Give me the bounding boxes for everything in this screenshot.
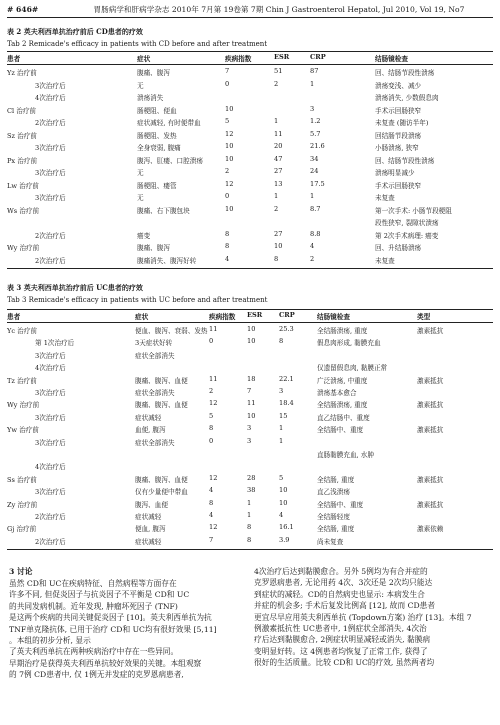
table2-cell: 3次治疗后 <box>35 194 66 202</box>
table2-cell: 无 <box>137 194 144 202</box>
discussion-line: 许多不同, 但促炎因子与抗炎因子不平衡是 CD和 UC <box>9 590 190 600</box>
table3-cell: 3 <box>279 387 284 395</box>
table3-row <box>7 461 493 471</box>
table3-cell: 7 <box>209 535 214 544</box>
table3-bottom-rule <box>7 549 493 550</box>
table2-header-cell: 患者 <box>7 55 21 63</box>
table2-cell: 8.7 <box>310 204 321 213</box>
table3-cell: 28 <box>247 473 256 482</box>
table3-cell: 全结肠, 重度 <box>317 525 355 534</box>
table2-cell: 1 <box>310 79 315 88</box>
table2-cell: 17.5 <box>310 179 325 188</box>
table2-cell: 未复查 <box>375 256 395 265</box>
table2-cell: 溃疡变浅、减少 <box>375 81 422 90</box>
table2-cell: 3 <box>310 104 315 113</box>
table3-cell: 腹痛、腹泻、血便 <box>135 401 188 410</box>
table3-cell: 激素抵抗 <box>417 401 444 410</box>
table3-row <box>7 511 493 521</box>
table3-row <box>7 424 493 434</box>
table3-cell: 症状减轻 <box>135 413 162 422</box>
table3-cell: 广泛溃疡, 中重度 <box>317 376 368 385</box>
table3-header-rule <box>7 322 493 323</box>
table3-cell: 4 <box>209 486 214 495</box>
page-number: # 646# <box>7 4 39 14</box>
table3-cell: 仅有少量便中带血 <box>135 488 188 497</box>
table3-cell: 激素抵抗 <box>417 500 444 509</box>
table3-cell: 便血, 腹泻 <box>135 525 166 534</box>
table2-top-rule <box>7 51 493 52</box>
table3-cell: 1 <box>247 511 252 519</box>
table2-cell: 5.7 <box>310 129 321 138</box>
table2-cell: 腹痛、右下腹包块 <box>137 206 190 215</box>
table2-cell: 1 <box>274 192 279 200</box>
table3-cell: Ss 治疗前 <box>7 475 37 484</box>
table2-row <box>7 67 493 77</box>
table2-cell: 11 <box>274 129 283 138</box>
discussion-line: 4次治疗后达到黏膜愈合。另外 5例均为有合并症的 <box>254 567 428 576</box>
table3-cell: 3.9 <box>279 535 290 544</box>
table2-cell: 回结肠节段溃疡 <box>375 131 422 140</box>
table2-row <box>7 242 493 252</box>
table2-row <box>7 217 493 227</box>
table2-row <box>7 117 493 127</box>
table3-cell: 症状全部消失 <box>135 438 175 447</box>
table3-cell: 3次治疗后 <box>35 351 66 360</box>
table2-cell: 10 <box>274 242 283 250</box>
table3-row <box>7 350 493 360</box>
table3-row <box>7 399 493 409</box>
table3-cell: 激素抵抗 <box>417 475 444 484</box>
table3-cell: 5 <box>209 411 214 420</box>
table2-row <box>7 192 493 202</box>
table2-cell: 第 2次手术病理: 癌变 <box>375 231 439 240</box>
table3-cell: 全结肠, 重度 <box>317 475 355 484</box>
table2-cell: 2 <box>274 79 279 88</box>
table2-cell: 腹痛、腹泻 <box>137 69 170 77</box>
table3-cell: 4 <box>209 511 214 519</box>
table3-cell: 仅遗留假息肉, 黏膜正常 <box>317 364 388 373</box>
table3-cell: 16.1 <box>279 523 294 532</box>
table3-header-cell: 疾病指数 <box>209 313 236 321</box>
table2-cell: 8.8 <box>310 229 321 238</box>
table3-cell: 18.4 <box>279 399 294 408</box>
table2-cell: 24 <box>310 167 319 175</box>
table3-cell: 22.1 <box>279 374 294 383</box>
table3-cell: 8 <box>247 523 252 532</box>
table2-cell: 腹痛消失、腹泻好转 <box>137 256 197 265</box>
table2-cell: 12 <box>225 129 234 138</box>
table3-cell: 症状减轻 <box>135 513 162 521</box>
table3-row <box>7 474 493 484</box>
discussion-line: 克罗恩病患者, 无论用药 4次、3次还是 2次均只能达 <box>254 578 433 588</box>
table3-cell: 18 <box>247 374 256 383</box>
table2-cell: 10 <box>225 154 234 163</box>
table2-cell: 段性狭窄, 裂隙状溃疡 <box>375 219 439 227</box>
table2-row <box>7 167 493 177</box>
table3-cell: Tz 治疗前 <box>7 376 37 385</box>
table3-row <box>7 325 493 335</box>
table3-cell: 腹泻、血便 <box>135 500 168 509</box>
table2-cell: 5 <box>225 117 230 125</box>
table3-header-cell: 症状 <box>135 313 149 321</box>
table2-row <box>7 142 493 152</box>
table2-header-cell: 症状 <box>137 55 151 63</box>
table2-cell: 3次治疗后 <box>35 144 66 152</box>
table2-cell: 2 <box>274 204 279 213</box>
table3-row <box>7 536 493 546</box>
table3-cell: 38 <box>247 486 256 495</box>
table2-cell: 7 <box>225 67 230 75</box>
table3-cell: 10 <box>247 411 256 420</box>
table3-cell: 4 <box>279 511 284 519</box>
table3-cell: 全结肠溃疡, 重度 <box>317 327 368 335</box>
discussion-line: 是这两个疾病的共同关键促炎因子 [10]。英夫利西单抗为抗 <box>9 613 212 623</box>
table2-cell: 溃疡消失, 少数假息肉 <box>375 94 439 102</box>
discussion-line: 例激素抵抗性 UC患者中, 1例症状全部消失, 4次治 <box>254 624 427 634</box>
table3-cell: 症状全部消失 <box>135 351 175 360</box>
table3-cell: 直肠黏膜充血, 水肿 <box>317 451 374 459</box>
table2-cell: 未复查 <box>375 194 395 202</box>
table2-cell: 溃疡消失 <box>137 94 164 102</box>
table2-cell: 1.2 <box>310 117 321 125</box>
table2-cell: 1 <box>310 192 315 200</box>
table3-cell: 4次治疗后 <box>35 364 66 373</box>
table3-cell: 0 <box>209 436 214 445</box>
table2-cell: 51 <box>274 67 283 75</box>
table2-cell: 13 <box>274 179 283 188</box>
table2-row <box>7 80 493 90</box>
table2-cell: 无 <box>137 81 144 90</box>
discussion-line: 虽然 CD和 UC在疾病特征、自然病程等方面存在 <box>9 579 177 588</box>
table3-cell: 尚未复查 <box>317 537 344 546</box>
table2-cell: Wy 治疗前 <box>7 244 40 252</box>
table3-cell: 3次治疗后 <box>35 413 66 422</box>
table3-row <box>7 362 493 372</box>
table3-cell: 1 <box>247 498 252 507</box>
table2-cell: 回、结肠节段性溃疡 <box>375 69 435 77</box>
table2-cell: 溃疡明显减少 <box>375 169 415 177</box>
table2-row <box>7 155 493 165</box>
table2-cell: 10 <box>225 104 234 113</box>
table3-cell: 激素依赖 <box>417 525 444 534</box>
table2-cell: 0 <box>225 192 230 200</box>
table3-cell: Wy 治疗前 <box>7 401 40 410</box>
table2-cell: 2 <box>225 167 230 175</box>
table2-cell: 未复查 (随访半年) <box>375 119 429 127</box>
table3-cell: Yc 治疗前 <box>7 327 37 335</box>
table2-row <box>7 230 493 240</box>
table2-cell: 2次治疗后 <box>35 256 66 265</box>
table3-cell: 2次治疗后 <box>35 537 66 546</box>
table3-header-cell: 患者 <box>7 313 21 321</box>
table2-cell: 癌变 <box>137 231 151 240</box>
discussion-line: 并症的机会多; 手术后复发比例高 [12], 故而 CD患者 <box>254 601 436 611</box>
table2-header-cell: ESR <box>274 53 290 61</box>
table3-cell: 激素抵抗 <box>417 327 444 335</box>
table3-cell: 8 <box>209 424 214 433</box>
table2-cell: 3次治疗后 <box>35 81 66 90</box>
discussion-line: 的共同发病机制。近年发现, 肿瘤坏死因子 (TNF) <box>9 601 178 611</box>
table3-cell: 全结肠中、重度 <box>317 426 364 435</box>
table3-cell: 激素抵抗 <box>417 426 444 435</box>
table3-cell: Yw 治疗前 <box>7 426 39 435</box>
table3-cell: 症状全部消失 <box>135 389 175 397</box>
table3-cell: 直乙结肠中、重度 <box>317 413 370 422</box>
table3-cell: 8 <box>209 498 214 507</box>
table3-cell: 全结肠轻度 <box>317 513 350 521</box>
table2-cell: 10 <box>225 142 234 150</box>
table3-cell: 全结肠中、重度 <box>317 500 364 509</box>
table3-cell: 腹痛、腹泻、血便 <box>135 376 188 385</box>
table2-cell: Lw 治疗前 <box>7 181 39 190</box>
table2-caption-cn: 表 2 英夫利西单抗治疗前后 CD患者的疗效 <box>7 27 143 36</box>
table3-cell: 5 <box>279 473 284 482</box>
table2-cell: 肠梗阻、瘘管 <box>137 181 177 190</box>
table3-cell: 3 <box>247 436 252 445</box>
table2-cell: 8 <box>225 242 230 250</box>
table2-cell: 2 <box>310 254 315 263</box>
table3-row <box>7 437 493 447</box>
table2-cell: 8 <box>274 254 279 263</box>
table2-cell: 全身衰弱, 腹痛 <box>137 144 181 152</box>
table3-cell: 12 <box>209 523 218 532</box>
table2-cell: Ws 治疗前 <box>7 206 40 215</box>
table2-cell: Sz 治疗前 <box>7 131 37 140</box>
table3-cell: 3次治疗后 <box>35 438 66 447</box>
table2-cell: 1 <box>274 117 279 125</box>
table3-cell: 3次治疗后 <box>35 389 66 397</box>
table3-cell: 7 <box>247 387 252 395</box>
table2-cell: 47 <box>274 154 283 163</box>
table3-cell: 0 <box>209 337 214 346</box>
table3-cell: 2次治疗后 <box>35 513 66 521</box>
table2-cell: 肠梗阻、发热 <box>137 131 177 140</box>
table2-row <box>7 180 493 190</box>
table2-cell: 无 <box>137 169 144 177</box>
table3-cell: Zy 治疗前 <box>7 500 38 509</box>
table2-cell: 回、升结肠溃疡 <box>375 244 422 252</box>
discussion-right-column <box>254 566 494 669</box>
table2-cell: 12 <box>225 179 234 188</box>
table3-cell: 10 <box>279 486 288 495</box>
table3-cell: 3次治疗后 <box>35 488 66 497</box>
table3-row <box>7 337 493 347</box>
discussion-line: 了英夫利西单抗在两种疾病治疗中存在一些异同。 <box>9 647 179 657</box>
discussion-line: 变明显好转。这 4例患者均恢复了正常工作, 获得了 <box>254 646 428 656</box>
table3-row <box>7 387 493 397</box>
discussion-heading: 3 讨论 <box>9 567 33 576</box>
discussion-line: 。本组的初步分析, 显示 <box>9 636 91 646</box>
table3-cell: 10 <box>247 337 256 346</box>
table3-row <box>7 412 493 422</box>
table3-cell: 12 <box>209 473 218 482</box>
table2-row <box>7 130 493 140</box>
running-header <box>7 2 493 16</box>
table2-cell: 4次治疗后 <box>35 94 66 102</box>
discussion-line: 早期治疗是获得英夫利西单抗较好效果的关键。本组观察 <box>9 658 202 668</box>
table2-cell: 腹泻、肛瘘、口腔溃疡 <box>137 156 203 165</box>
table2-caption-en: Tab 2 Remicade's efficacy in patients with CD before and after treatment <box>7 40 268 48</box>
table3-row <box>7 449 493 459</box>
journal-citation: 胃肠病学和肝病学杂志 2010年 7月第 19卷第 7期 Chin J Gastroenterol Hepatol, Jul 2010, Vol 19, No7 <box>93 4 465 14</box>
table3-header-cell: ESR <box>247 311 263 319</box>
table3-cell: 25.3 <box>279 325 294 333</box>
table2-cell: 20 <box>274 142 283 150</box>
table2-cell: 手术示回肠狭窄 <box>375 181 422 190</box>
table3-caption-cn: 表 3 英夫利西单抗治疗前后 UC患者的疗效 <box>7 283 143 292</box>
table3-header-cell: 类型 <box>417 313 431 321</box>
table2-cell: Yz 治疗前 <box>7 69 37 77</box>
table3-cell: 3天症状好转 <box>135 339 173 348</box>
discussion-line: 疗后达到黏膜愈合, 2例症状明显减轻或消失, 黏膜病 <box>254 635 431 645</box>
table3-cell: 2 <box>209 387 214 395</box>
table3-row <box>7 523 493 533</box>
table2-cell: 87 <box>310 67 319 75</box>
table2-header-row <box>7 53 493 63</box>
table2-row <box>7 255 493 265</box>
table2-cell: 4 <box>225 254 230 263</box>
table2-cell: 第一次手术: 小肠节段梗阻 <box>375 206 452 215</box>
table3-cell: 激素抵抗 <box>417 376 444 385</box>
table3-caption-en: Tab 3 Remicade's efficacy in patients with UC before and after treatment <box>7 296 268 304</box>
table2-cell: 3次治疗后 <box>35 169 66 177</box>
table3-cell: 溃疡基本愈合 <box>317 389 357 397</box>
table2-row <box>7 92 493 102</box>
table2-cell: 小肠溃疡, 狭窄 <box>375 144 419 152</box>
table3-cell: 便血、腹泻、衰弱、发热 <box>135 327 208 335</box>
table2-cell: 10 <box>225 204 234 213</box>
table2-bottom-rule <box>7 268 493 269</box>
table3-cell: 11 <box>209 325 218 333</box>
table2-cell: 0 <box>225 79 230 88</box>
table2-cell: 4 <box>310 242 315 250</box>
table2-cell: 27 <box>274 167 283 175</box>
table3-cell: 假息肉形成, 黏膜充血 <box>317 339 381 348</box>
table3-cell: 1 <box>279 436 284 445</box>
table2-cell: 34 <box>310 154 319 163</box>
table3-cell: 15 <box>279 411 288 420</box>
table3-top-rule <box>7 309 493 310</box>
table3-cell: 血便, 腹泻 <box>135 426 166 435</box>
table3-cell: 12 <box>209 399 218 408</box>
table2-cell: Px 治疗前 <box>7 156 38 165</box>
table3-cell: 第 1次治疗后 <box>35 339 75 348</box>
table2-cell: 2次治疗后 <box>35 119 66 127</box>
discussion-line: 到症状的减轻。CD的自然病史也显示: 本病发生合 <box>254 589 425 599</box>
table2-cell: Cl 治疗前 <box>7 106 37 115</box>
table3-row <box>7 486 493 496</box>
table3-cell: 11 <box>247 399 256 408</box>
discussion-line: 很好的生活质量。比较 CD和 UC的疗效, 虽然两者均 <box>254 658 435 668</box>
table3-cell: 8 <box>279 337 284 346</box>
table3-row <box>7 375 493 385</box>
table2-cell: 症状减轻, 有时便带血 <box>137 119 201 127</box>
table2-cell: 回、结肠节段性溃疡 <box>375 156 435 165</box>
header-rule <box>7 17 493 18</box>
table2-cell: 21.6 <box>310 142 325 150</box>
table3-cell: 11 <box>209 374 218 383</box>
table2-cell: 腹痛、腹泻 <box>137 244 170 252</box>
discussion-left-column <box>9 578 247 681</box>
discussion-line: 的 7例 CD患者中, 仅 1例无并发症的克罗恩病患者, <box>9 670 184 680</box>
table2-row <box>7 205 493 215</box>
table3-cell: 4次治疗后 <box>35 463 66 472</box>
table3-cell: 10 <box>279 498 288 507</box>
table3-header-row <box>7 311 493 321</box>
table2-header-rule <box>7 64 493 65</box>
table3-cell: 1 <box>279 424 284 433</box>
discussion-line: TNF单克隆抗体, 已用于治疗 CD和 UC均有很好效果 [5,11] <box>9 624 217 634</box>
table2-cell: 27 <box>274 229 283 238</box>
table2-cell: 手术示回肠狭窄 <box>375 106 422 115</box>
table3-cell: 8 <box>247 535 252 544</box>
table2-header-cell: 结肠镜检查 <box>375 55 408 63</box>
table3-cell: 腹痛、腹泻、血便 <box>135 475 188 484</box>
table3-header-cell: 结肠镜检查 <box>317 313 350 321</box>
table2-cell: 肠梗阻、便血 <box>137 106 177 115</box>
table3-header-cell: CRP <box>279 311 295 319</box>
table2-row <box>7 105 493 115</box>
table3-row <box>7 499 493 509</box>
table2-cell: 2次治疗后 <box>35 231 66 240</box>
table3-cell: 全结肠溃疡, 重度 <box>317 401 368 410</box>
table3-cell: 直乙浅溃疡 <box>317 488 350 497</box>
table2-header-cell: 疾病指数 <box>225 55 252 63</box>
table3-cell: Gj 治疗前 <box>7 525 37 534</box>
table2-header-cell: CRP <box>310 53 326 61</box>
discussion-line: 更宜尽早应用英夫利西单抗 (Topdown方案) 治疗 [13]。本组 7 <box>254 612 472 622</box>
table3-cell: 3 <box>247 424 252 433</box>
table3-cell: 症状减轻 <box>135 537 162 546</box>
table3-cell: 10 <box>247 325 256 333</box>
table2-cell: 8 <box>225 229 230 238</box>
